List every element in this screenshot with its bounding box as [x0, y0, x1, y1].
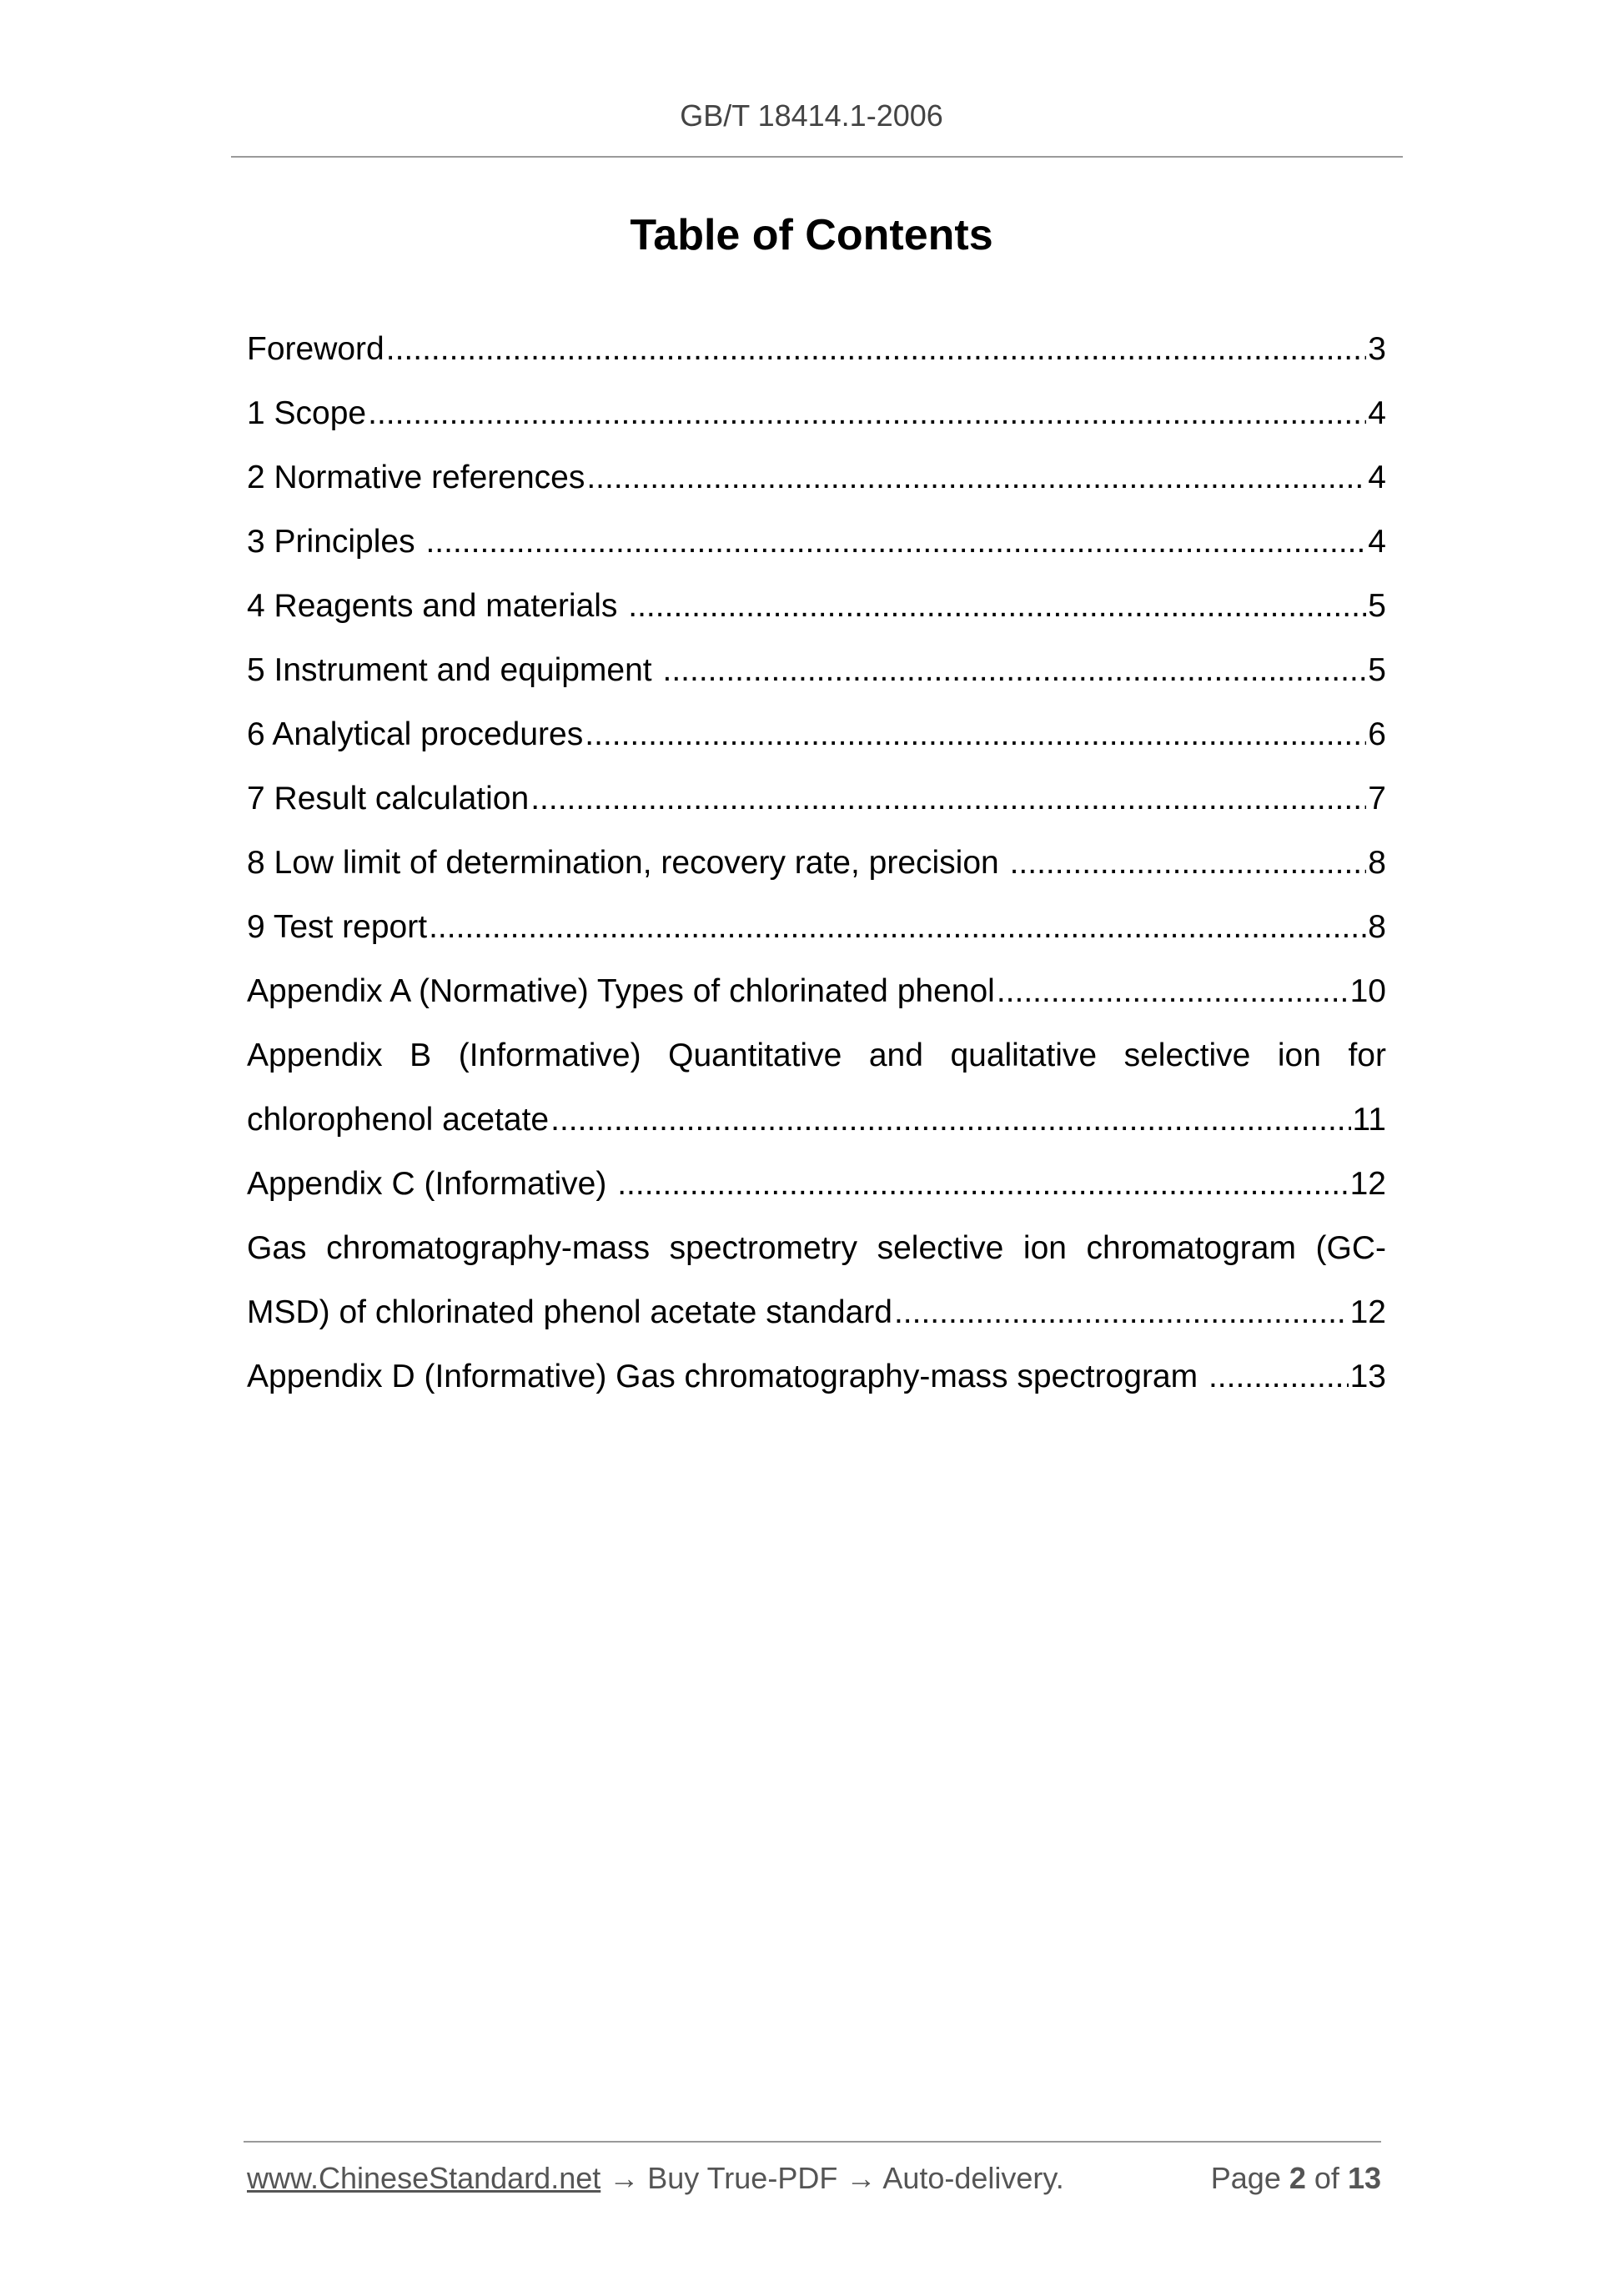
toc-page-number: 12 [1349, 1166, 1386, 1202]
page-label: Page [1210, 2161, 1281, 2195]
toc-entry-title: 8 Low limit of determination, recovery rate, precision [247, 845, 1008, 881]
footer-tagline: → Buy True-PDF → Auto-delivery. [600, 2161, 1064, 2195]
toc-leader-dots [585, 702, 1366, 766]
toc-entry-title: 4 Reagents and materials [247, 588, 627, 624]
toc-entry-low-limit[interactable] [247, 831, 1386, 895]
toc-entry-title: Appendix C (Informative) [247, 1166, 616, 1202]
toc-leader-dots [425, 510, 1366, 574]
toc-entry-instrument-and-equipment[interactable] [247, 638, 1386, 702]
current-page-number: 2 [1289, 2161, 1306, 2195]
page-title: Table of Contents [630, 211, 993, 259]
toc-entry-title-continuation [247, 1280, 1386, 1344]
website-link[interactable]: www.ChineseStandard.net [247, 2161, 601, 2195]
toc-entry-result-calculation[interactable] [247, 766, 1386, 831]
toc-entry-title: 5 Instrument and equipment [247, 652, 661, 688]
document-id: GB/T 18414.1-2006 [680, 98, 943, 133]
toc-entry-title: Appendix D (Informative) Gas chromatography-mass spectrogram [247, 1359, 1207, 1394]
toc-entry-title: MSD) of chlorinated phenol acetate standard [247, 1294, 892, 1330]
toc-entry-title: 9 Test report [247, 909, 428, 945]
toc-leader-dots [997, 959, 1349, 1023]
footer-promo [247, 2161, 1064, 2196]
toc-entry-title-line: Gas chromatography-mass spectrometry selective ion chromatogram (GC- [247, 1230, 1386, 1266]
toc-entry-title: Foreword [247, 331, 384, 367]
toc-page-number: 12 [1349, 1294, 1386, 1330]
toc-leader-dots [530, 766, 1366, 831]
toc-page-number: 3 [1368, 331, 1386, 367]
toc-entry-title: 1 Scope [247, 395, 367, 431]
toc-page-number: 4 [1368, 460, 1386, 495]
toc-entry-scope[interactable] [247, 381, 1386, 445]
toc-leader-dots [1010, 831, 1367, 895]
toc-entry-appendix-b[interactable] [247, 1023, 1386, 1152]
toc-leader-dots [429, 895, 1366, 959]
page-indicator [1211, 2161, 1381, 2196]
toc-entry-test-report[interactable] [247, 895, 1386, 959]
toc-page-number: 8 [1368, 845, 1386, 881]
toc-entry-appendix-a[interactable] [247, 959, 1386, 1023]
toc-entry-title: Appendix A (Normative) Types of chlorinated phenol [247, 973, 995, 1009]
toc-entry-analytical-procedures[interactable] [247, 702, 1386, 766]
footer-divider [244, 2141, 1381, 2143]
toc-entry-title: 3 Principles [247, 524, 425, 560]
toc-leader-dots [662, 638, 1366, 702]
toc-entry-principles[interactable] [247, 510, 1386, 574]
toc-leader-dots [586, 445, 1366, 510]
toc-leader-dots [1208, 1344, 1349, 1409]
toc-leader-dots [386, 317, 1367, 381]
toc-entry-title: 6 Analytical procedures [247, 716, 584, 752]
toc-leader-dots [628, 574, 1366, 638]
header-divider [231, 156, 1403, 158]
toc-entry-gc-msd-chromatogram[interactable] [247, 1216, 1386, 1344]
toc-page-number: 8 [1368, 909, 1386, 945]
toc-leader-dots [550, 1088, 1350, 1152]
total-pages-number: 13 [1347, 2161, 1381, 2195]
toc-entry-reagents-and-materials[interactable] [247, 574, 1386, 638]
toc-page-number: 10 [1349, 973, 1386, 1009]
toc-entry-title: chlorophenol acetate [247, 1102, 550, 1138]
toc-leader-dots [894, 1280, 1349, 1344]
toc-entry-appendix-c[interactable] [247, 1152, 1386, 1216]
toc-leader-dots [617, 1152, 1348, 1216]
toc-entry-title-line: Appendix B (Informative) Quantitative and qualitative selective ion for [247, 1037, 1386, 1073]
toc-page-number: 11 [1352, 1102, 1386, 1138]
toc-leader-dots [368, 381, 1366, 445]
toc-page-number: 5 [1368, 588, 1386, 624]
page-of-label: of [1314, 2161, 1339, 2195]
table-of-contents [247, 317, 1386, 1409]
toc-page-number: 13 [1349, 1359, 1386, 1394]
toc-entry-foreword[interactable] [247, 317, 1386, 381]
toc-page-number: 5 [1368, 652, 1386, 688]
toc-page-number: 4 [1368, 395, 1386, 431]
toc-entry-title-continuation [247, 1088, 1386, 1152]
toc-page-number: 4 [1368, 524, 1386, 560]
toc-entry-title: 7 Result calculation [247, 781, 530, 816]
toc-page-number: 7 [1368, 781, 1386, 816]
toc-page-number: 6 [1368, 716, 1386, 752]
toc-entry-appendix-d[interactable] [247, 1344, 1386, 1409]
toc-entry-title: 2 Normative references [247, 460, 585, 495]
toc-entry-normative-references[interactable] [247, 445, 1386, 510]
